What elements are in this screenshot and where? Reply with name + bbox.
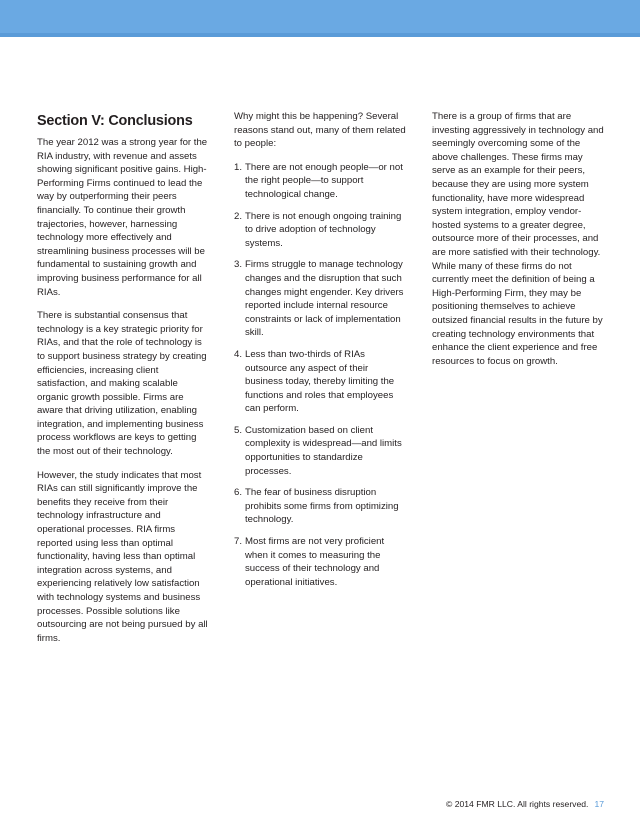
reasons-list xyxy=(234,161,406,590)
paragraph-growth: The year 2012 was a strong year for the RIA industry, with revenue and assets showing significant positive gains. High-Performing Firms continued to lead the way by outperforming their peers financially. To continue their growth trajectories, however, harnessing technology more effectively and streamlining business processes will be fundamental to sustaining growth and improving business performance for all RIAs. xyxy=(37,137,208,298)
list-item-text: There is not enough ongoing training to drive adoption of technology systems. xyxy=(245,210,402,249)
paragraph-consensus: There is substantial consensus that technology is a key strategic priority for RIAs, and that the role of technology is to support business strategy by creating efficiencies, increasing client satisfaction, and making scalable organic growth possible. Firms are aware that driving utilization, enabling integration, and implementing business process workflows are keys to getting the most out of their technology. xyxy=(37,310,207,458)
list-item-number: 2. xyxy=(234,210,243,222)
list-item-text: Customization based on client complexity is widespread—and limits opportunities to standardize processes. xyxy=(245,424,402,477)
list-item xyxy=(234,348,406,416)
list-item-number: 1. xyxy=(234,161,243,173)
list-item xyxy=(234,210,406,251)
list-item-number: 5. xyxy=(234,424,243,436)
header-band xyxy=(0,0,640,37)
list-item-number: 6. xyxy=(234,487,243,499)
list-item-text: The fear of business disruption prohibits some firms from optimizing technology. xyxy=(245,487,399,526)
list-item xyxy=(234,424,406,478)
list-item xyxy=(234,486,406,527)
list-item-text: Most firms are not very proficient when it comes to measuring the success of their technology and operational initiatives. xyxy=(245,536,385,588)
list-item xyxy=(234,258,406,340)
list-item xyxy=(234,535,406,589)
column-right xyxy=(432,110,604,378)
list-item-number: 7. xyxy=(234,536,243,548)
paragraph-study: However, the study indicates that most RIAs can still significantly improve the benefits they receive from their technology infrastructure and operational processes. RIA firms reported using less than optimal functionality, having less than optimal integration across systems, and experiencing relatively low satisfaction with technology systems and business processes. Possible solutions like outsourcing are not being pursued by all firms. xyxy=(37,469,208,644)
list-item-number: 4. xyxy=(234,348,243,360)
section-title: Section V: Conclusions xyxy=(37,113,193,129)
copyright-text: © 2014 FMR LLC. All rights reserved. xyxy=(445,799,589,809)
column-left xyxy=(37,110,209,655)
list-item-number: 3. xyxy=(234,259,243,271)
list-item-text: Firms struggle to manage technology changes and the disruption that such changes might engender. Key drivers reported include internal resource constraints or lack of implementation skill. xyxy=(245,259,404,339)
page-number: 17 xyxy=(594,799,604,809)
list-item-text: Less than two-thirds of RIAs outsource any aspect of their business today, thereby limiting the functions and roles that employees can perform. xyxy=(245,348,395,415)
paragraph-reasons-intro: Why might this be happening? Several reasons stand out, many of them related to people: xyxy=(234,111,406,150)
paragraph-leading-firms: There is a group of firms that are investing aggressively in technology and seemingly overcoming some of the above challenges. These firms may serve as an example for their peers, because they are using more system functionality, have more widespread system integration, employ vendor-hosted systems to a greater degree, outsource more of their processes, and are more satisfied with their technology. While many of these firms do not currently meet the definition of being a High-Performing Firm, they may be positioning themselves to achieve outsized financial results in the future by creating technology environments that enhance the client experience and free resources to focus on growth. xyxy=(432,111,604,367)
list-item xyxy=(234,161,406,202)
header-band-edge xyxy=(0,33,640,37)
list-item-text: There are not enough people—or not the right people—to support technological change. xyxy=(245,161,403,200)
column-middle xyxy=(234,110,406,597)
page-footer xyxy=(446,798,604,810)
